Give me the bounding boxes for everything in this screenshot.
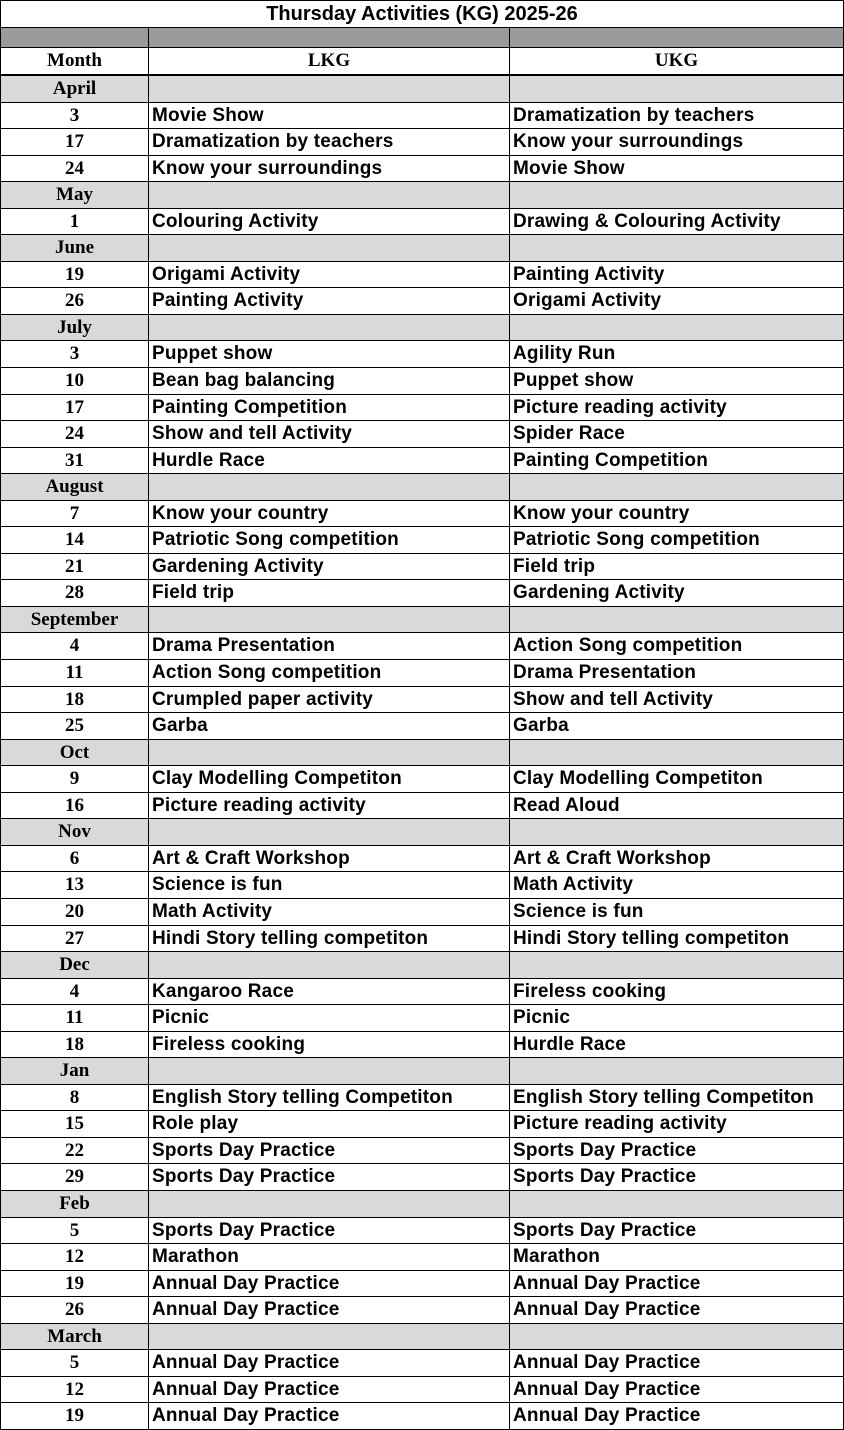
lkg-activity-cell: Fireless cooking [149, 1032, 510, 1058]
table-row [1, 448, 843, 475]
date-cell: 15 [1, 1111, 149, 1137]
ukg-activity-cell: Drawing & Colouring Activity [513, 210, 781, 232]
date-cell: 18 [1, 1032, 149, 1058]
empty-cell [510, 819, 843, 845]
ukg-activity-cell: Know your surroundings [513, 131, 744, 153]
month-name: Dec [1, 952, 149, 978]
lkg-activity-cell: Role play [149, 1111, 510, 1137]
lkg-activity-cell: Know your country [149, 501, 510, 527]
month-header-row [1, 1324, 843, 1351]
table-row [1, 1138, 843, 1165]
date-cell: 9 [1, 766, 149, 792]
date-cell: 29 [1, 1164, 149, 1190]
month-header-row [1, 1191, 843, 1218]
empty-cell [510, 76, 843, 102]
date-cell: 5 [1, 1350, 149, 1376]
lkg-activity-cell: Colouring Activity [149, 209, 510, 235]
table-row [1, 1005, 843, 1032]
lkg-activity-cell: Action Song competition [149, 660, 510, 686]
table-row [1, 660, 843, 687]
lkg-activity-cell: Know your surroundings [149, 156, 510, 182]
ukg-activity-cell: Annual Day Practice [513, 1272, 701, 1294]
ukg-activity-cell: Puppet show [513, 370, 634, 392]
empty-cell [510, 1058, 843, 1084]
lkg-activity-cell: Painting Activity [149, 288, 510, 314]
table-row [1, 209, 843, 236]
lkg-activity-cell: Annual Day Practice [149, 1350, 510, 1376]
spacer-cell [1, 28, 149, 47]
lkg-activity-cell: Painting Competition [149, 395, 510, 421]
ukg-activity-cell: Art & Craft Workshop [513, 847, 711, 869]
ukg-activity-cell: Gardening Activity [513, 582, 685, 604]
date-cell: 25 [1, 713, 149, 739]
spacer-cell [149, 28, 510, 47]
table-row [1, 766, 843, 793]
empty-cell [149, 740, 510, 766]
empty-cell [149, 1058, 510, 1084]
month-header-row [1, 1058, 843, 1085]
month-header-row [1, 952, 843, 979]
date-cell: 19 [1, 262, 149, 288]
table-row [1, 1218, 843, 1245]
empty-cell [149, 1191, 510, 1217]
date-cell: 28 [1, 580, 149, 606]
month-header-row [1, 182, 843, 209]
date-cell: 4 [1, 979, 149, 1005]
ukg-activity-cell: Sports Day Practice [513, 1166, 697, 1188]
month-name: September [1, 607, 149, 633]
lkg-activity-cell: English Story telling Competiton [149, 1085, 510, 1111]
empty-cell [510, 235, 843, 261]
table-row [1, 687, 843, 714]
spacer-cell [510, 28, 843, 47]
table-row [1, 926, 843, 953]
date-cell: 11 [1, 1005, 149, 1031]
lkg-activity-cell: Sports Day Practice [149, 1218, 510, 1244]
lkg-activity-cell: Hurdle Race [149, 448, 510, 474]
ukg-activity-cell: Picture reading activity [513, 1113, 727, 1135]
empty-cell [149, 474, 510, 500]
month-header-row [1, 235, 843, 262]
date-cell: 18 [1, 687, 149, 713]
date-cell: 16 [1, 793, 149, 819]
ukg-activity-cell: Action Song competition [513, 635, 743, 657]
date-cell: 21 [1, 554, 149, 580]
lkg-activity-cell: Marathon [149, 1244, 510, 1270]
lkg-activity-cell: Annual Day Practice [149, 1271, 510, 1297]
ukg-activity-cell: Origami Activity [513, 290, 662, 312]
date-cell: 6 [1, 846, 149, 872]
empty-cell [510, 1324, 843, 1350]
lkg-activity-cell: Annual Day Practice [149, 1297, 510, 1323]
month-header-row [1, 474, 843, 501]
date-cell: 10 [1, 368, 149, 394]
ukg-activity-cell: Picture reading activity [513, 396, 727, 418]
column-header-row [1, 48, 843, 76]
month-header-row [1, 740, 843, 767]
lkg-activity-cell: Drama Presentation [149, 633, 510, 659]
table-row [1, 1271, 843, 1298]
ukg-activity-cell: Annual Day Practice [513, 1299, 701, 1321]
table-row [1, 129, 843, 156]
month-name: June [1, 235, 149, 261]
table-row [1, 395, 843, 422]
ukg-activity-cell: Sports Day Practice [513, 1219, 697, 1241]
empty-cell [149, 235, 510, 261]
table-row [1, 872, 843, 899]
lkg-activity-cell: Puppet show [149, 341, 510, 367]
table-body [1, 76, 843, 1430]
lkg-activity-cell: Show and tell Activity [149, 421, 510, 447]
table-row [1, 1085, 843, 1112]
date-cell: 12 [1, 1244, 149, 1270]
lkg-activity-cell: Patriotic Song competition [149, 527, 510, 553]
table-row [1, 713, 843, 740]
table-row [1, 846, 843, 873]
ukg-activity-cell: Patriotic Song competition [513, 529, 760, 551]
month-header-row [1, 607, 843, 634]
ukg-activity-cell: Sports Day Practice [513, 1139, 697, 1161]
empty-cell [149, 315, 510, 341]
date-cell: 4 [1, 633, 149, 659]
lkg-activity-cell: Gardening Activity [149, 554, 510, 580]
empty-cell [510, 474, 843, 500]
month-header-row [1, 315, 843, 342]
empty-cell [510, 315, 843, 341]
ukg-activity-cell: Science is fun [513, 900, 644, 922]
lkg-activity-cell: Field trip [149, 580, 510, 606]
date-cell: 11 [1, 660, 149, 686]
lkg-activity-cell: Hindi Story telling competiton [149, 926, 510, 952]
month-header-row [1, 819, 843, 846]
empty-cell [149, 182, 510, 208]
month-name: Oct [1, 740, 149, 766]
lkg-activity-cell: Sports Day Practice [149, 1138, 510, 1164]
empty-cell [149, 819, 510, 845]
lkg-activity-cell: Kangaroo Race [149, 979, 510, 1005]
month-name: August [1, 474, 149, 500]
ukg-activity-cell: Painting Activity [513, 263, 665, 285]
table-row [1, 368, 843, 395]
lkg-activity-cell: Annual Day Practice [149, 1403, 510, 1429]
page-title: Thursday Activities (KG) 2025-26 [1, 1, 843, 28]
date-cell: 14 [1, 527, 149, 553]
empty-cell [510, 182, 843, 208]
date-cell: 3 [1, 103, 149, 129]
empty-cell [149, 76, 510, 102]
date-cell: 5 [1, 1218, 149, 1244]
ukg-activity-cell: Annual Day Practice [513, 1405, 701, 1427]
ukg-activity-cell: Clay Modelling Competiton [513, 768, 763, 790]
lkg-activity-cell: Crumpled paper activity [149, 687, 510, 713]
table-row [1, 103, 843, 130]
month-name: May [1, 182, 149, 208]
ukg-activity-cell: Picnic [513, 1007, 571, 1029]
table-row [1, 1164, 843, 1191]
table-row [1, 421, 843, 448]
ukg-activity-cell: Drama Presentation [513, 662, 697, 684]
date-cell: 3 [1, 341, 149, 367]
table-row [1, 979, 843, 1006]
date-cell: 20 [1, 899, 149, 925]
date-cell: 22 [1, 1138, 149, 1164]
date-cell: 13 [1, 872, 149, 898]
column-header-ukg: UKG [654, 50, 699, 71]
ukg-activity-cell: Agility Run [513, 343, 616, 365]
date-cell: 17 [1, 129, 149, 155]
table-row [1, 1244, 843, 1271]
month-name: Nov [1, 819, 149, 845]
ukg-activity-cell: Garba [513, 715, 569, 737]
ukg-activity-cell: Painting Competition [513, 449, 709, 471]
ukg-activity-cell: Hindi Story telling competiton [513, 927, 790, 949]
month-name: April [1, 76, 149, 102]
table-row [1, 633, 843, 660]
table-row [1, 1297, 843, 1324]
empty-cell [149, 607, 510, 633]
date-cell: 8 [1, 1085, 149, 1111]
lkg-activity-cell: Picnic [149, 1005, 510, 1031]
date-cell: 17 [1, 395, 149, 421]
lkg-activity-cell: Math Activity [149, 899, 510, 925]
empty-cell [510, 740, 843, 766]
date-cell: 24 [1, 156, 149, 182]
ukg-activity-cell: Field trip [513, 555, 596, 577]
table-row [1, 1350, 843, 1377]
table-row [1, 1377, 843, 1404]
ukg-activity-cell: English Story telling Competiton [513, 1086, 814, 1108]
ukg-activity-cell: Marathon [513, 1246, 601, 1268]
lkg-activity-cell: Origami Activity [149, 262, 510, 288]
lkg-activity-cell: Clay Modelling Competiton [149, 766, 510, 792]
date-cell: 27 [1, 926, 149, 952]
table-row [1, 156, 843, 183]
lkg-activity-cell: Bean bag balancing [149, 368, 510, 394]
date-cell: 26 [1, 1297, 149, 1323]
date-cell: 1 [1, 209, 149, 235]
date-cell: 7 [1, 501, 149, 527]
date-cell: 19 [1, 1403, 149, 1429]
table-row [1, 288, 843, 315]
ukg-activity-cell: Read Aloud [513, 794, 620, 816]
date-cell: 26 [1, 288, 149, 314]
table-row [1, 527, 843, 554]
empty-cell [510, 952, 843, 978]
table-row [1, 1111, 843, 1138]
empty-cell [510, 607, 843, 633]
ukg-activity-cell: Hurdle Race [513, 1033, 627, 1055]
month-name: Jan [1, 1058, 149, 1084]
lkg-activity-cell: Art & Craft Workshop [149, 846, 510, 872]
lkg-activity-cell: Science is fun [149, 872, 510, 898]
header-spacer-bar [1, 28, 843, 48]
ukg-activity-cell: Show and tell Activity [513, 688, 714, 710]
table-row [1, 501, 843, 528]
ukg-activity-cell: Annual Day Practice [513, 1352, 701, 1374]
empty-cell [149, 952, 510, 978]
table-row [1, 1403, 843, 1430]
ukg-activity-cell: Dramatization by teachers [513, 104, 755, 126]
table-row [1, 899, 843, 926]
lkg-activity-cell: Garba [149, 713, 510, 739]
table-row [1, 793, 843, 820]
lkg-activity-cell: Picture reading activity [149, 793, 510, 819]
empty-cell [510, 1191, 843, 1217]
ukg-activity-cell: Annual Day Practice [513, 1378, 701, 1400]
month-name: March [1, 1324, 149, 1350]
table-row [1, 262, 843, 289]
table-row [1, 1032, 843, 1059]
column-header-lkg: LKG [149, 48, 510, 74]
date-cell: 19 [1, 1271, 149, 1297]
date-cell: 31 [1, 448, 149, 474]
ukg-activity-cell: Fireless cooking [513, 980, 667, 1002]
lkg-activity-cell: Sports Day Practice [149, 1164, 510, 1190]
month-header-row [1, 76, 843, 103]
table-row [1, 341, 843, 368]
table-row [1, 554, 843, 581]
ukg-activity-cell: Movie Show [513, 157, 625, 179]
date-cell: 12 [1, 1377, 149, 1403]
lkg-activity-cell: Movie Show [149, 103, 510, 129]
ukg-activity-cell: Spider Race [513, 423, 626, 445]
ukg-activity-cell: Know your country [513, 502, 690, 524]
lkg-activity-cell: Dramatization by teachers [149, 129, 510, 155]
date-cell: 24 [1, 421, 149, 447]
column-header-month: Month [1, 48, 149, 74]
table-row [1, 580, 843, 607]
ukg-activity-cell: Math Activity [513, 874, 634, 896]
lkg-activity-cell: Annual Day Practice [149, 1377, 510, 1403]
month-name: Feb [1, 1191, 149, 1217]
empty-cell [149, 1324, 510, 1350]
month-name: July [1, 315, 149, 341]
